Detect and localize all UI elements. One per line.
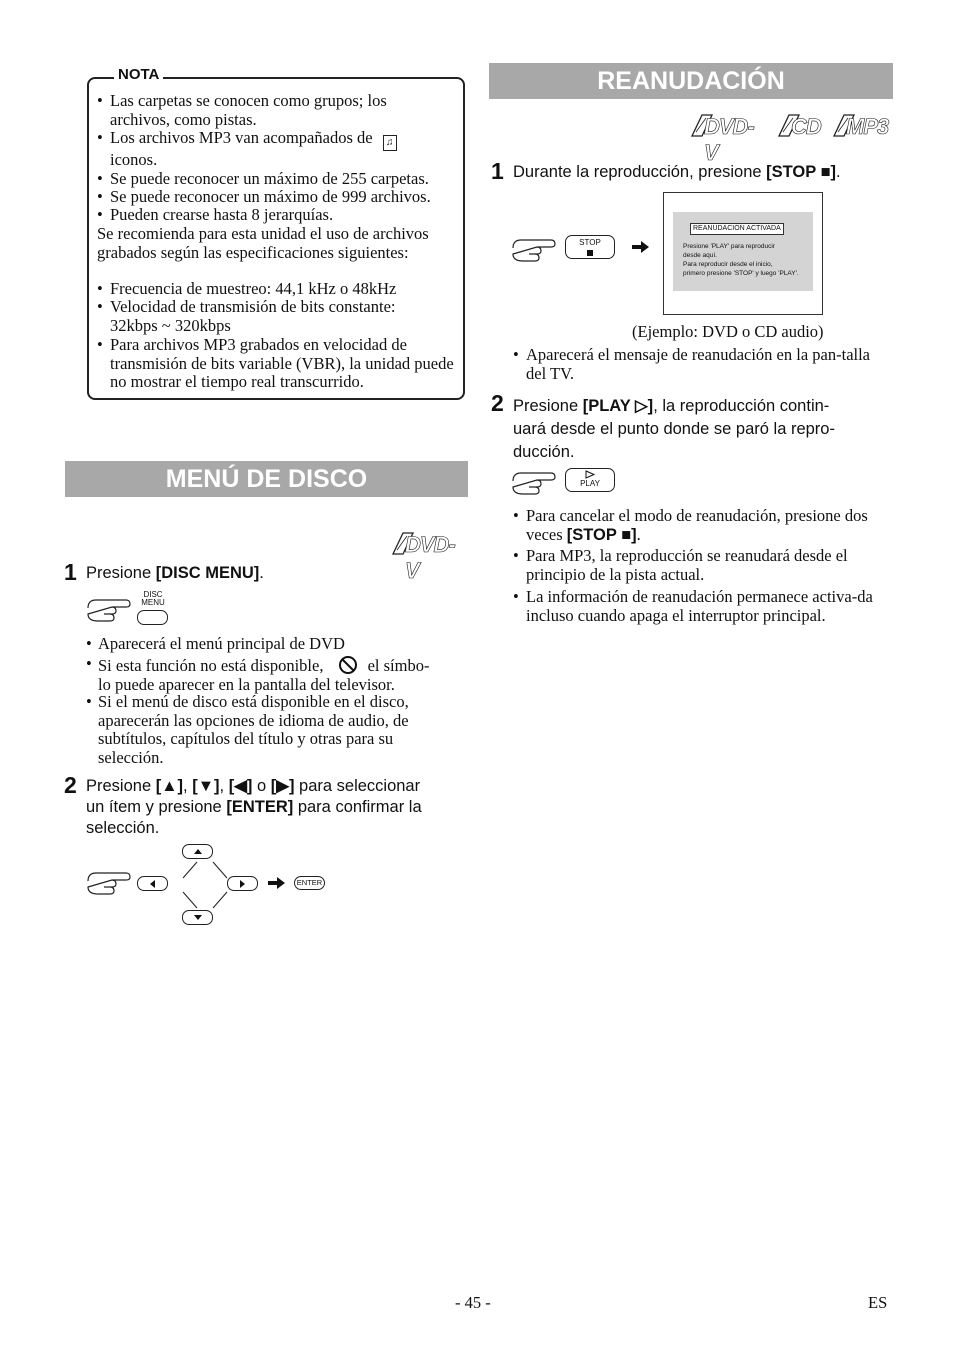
right-arrow-button[interactable] bbox=[227, 876, 258, 891]
arrow-right-icon bbox=[267, 876, 287, 890]
bullet: • Si el menú de disco está disponible en el disco, aparecerán las opciones de idioma de audio, de subtítulos, capítulos del título y otras para su selección. bbox=[86, 692, 409, 767]
music-file-icon: ♫ bbox=[383, 135, 397, 151]
prohibited-icon bbox=[338, 655, 358, 675]
step-number: 2 bbox=[64, 772, 77, 798]
left-arrow-button[interactable] bbox=[137, 876, 168, 891]
page-number: - 45 - bbox=[455, 1293, 491, 1312]
bullet: • Aparecerá el menú principal de DVD bbox=[86, 634, 345, 653]
step-number: 2 bbox=[491, 390, 504, 416]
note-bullet: • Se puede reconocer un máximo de 255 carpetas. bbox=[97, 169, 429, 188]
pointing-hand-icon bbox=[86, 867, 132, 897]
disc-menu-button-label: DISC MENU bbox=[141, 590, 165, 607]
section-title-resume: REANUDACIÓN bbox=[489, 63, 893, 99]
pointing-hand-icon bbox=[511, 234, 557, 264]
step-text: Presione [▲], [▼], [◀] o [▶] para seleccionar un ítem y presione [ENTER] para confirmar la selección. bbox=[86, 777, 422, 837]
bullet: • La información de reanudación permanece activa-da incluso cuando apaga el interruptor principal. bbox=[513, 587, 873, 625]
step-number: 1 bbox=[491, 158, 504, 184]
step-text: Presione [PLAY ▷], la reproducción contin- uará desde el punto donde se paró la repro- ducción. bbox=[513, 397, 835, 461]
note-spec-bullet: • Para archivos MP3 grabados en velocidad de transmisión de bits variable (VBR), la unidad puede no mostrar el tiempo real transcurrido. bbox=[97, 335, 454, 391]
example-caption: (Ejemplo: DVD o CD audio) bbox=[632, 322, 824, 341]
play-button[interactable]: PLAY bbox=[565, 468, 615, 492]
note-bullet: • Los archivos MP3 van acompañados de ♫ iconos. bbox=[97, 129, 457, 170]
note-bullet: • Pueden crearse hasta 8 jerarquías. bbox=[97, 205, 334, 224]
section-title-disc-menu: MENÚ DE DISCO bbox=[65, 461, 468, 497]
disc-menu-button[interactable] bbox=[137, 610, 168, 625]
enter-button[interactable]: ENTER bbox=[294, 876, 325, 890]
cd-logo-icon: CD bbox=[775, 112, 821, 140]
stop-button[interactable]: STOP bbox=[565, 235, 615, 259]
note-label: NOTA bbox=[114, 66, 163, 83]
down-arrow-button[interactable] bbox=[182, 910, 213, 925]
note-bullet: • Las carpetas se conocen como grupos; los archivos, como pistas. bbox=[97, 91, 387, 129]
mp3-logo-icon: MP3 bbox=[830, 112, 890, 140]
resume-message-header: REANUDACIÓN ACTIVADA bbox=[690, 223, 784, 235]
pointing-hand-icon bbox=[511, 467, 557, 497]
play-icon bbox=[584, 470, 596, 479]
note-paragraph: Se recomienda para esta unidad el uso de archivos grabados según las especificaciones siguientes: bbox=[97, 224, 429, 262]
bullet: • Aparecerá el mensaje de reanudación en la pan-talla del TV. bbox=[513, 345, 871, 383]
dvd-video-logo-icon: DVD-V bbox=[688, 112, 760, 140]
step-text: Presione [DISC MENU]. bbox=[86, 564, 264, 582]
stop-icon bbox=[587, 250, 593, 256]
bullet: • Para MP3, la reproducción se reanudará desde el principio de la pista actual. bbox=[513, 546, 848, 584]
note-spec-bullet: • Frecuencia de muestreo: 44,1 kHz o 48kHz bbox=[97, 279, 397, 298]
bullet: • Si esta función no está disponible, el símbo- lo puede aparecer en la pantalla del televisor. bbox=[86, 654, 430, 694]
bullet: • Para cancelar el modo de reanudación, presione dos veces [STOP ■]. bbox=[513, 506, 868, 544]
up-arrow-button[interactable] bbox=[182, 844, 213, 859]
step-number: 1 bbox=[64, 559, 77, 585]
resume-message-text: Presione 'PLAY' para reproducir desde aquí. Para reproducir desde el inicio, primero presione 'STOP' y luego 'PLAY'. bbox=[683, 243, 799, 277]
note-bullet: • Se puede reconocer un máximo de 999 archivos. bbox=[97, 187, 431, 206]
arrow-right-icon bbox=[631, 240, 651, 254]
step-text: Durante la reproducción, presione [STOP ■]. bbox=[513, 163, 841, 181]
language-code: ES bbox=[868, 1293, 888, 1312]
note-spec-bullet: • Velocidad de transmisión de bits constante: 32kbps ~ 320kbps bbox=[97, 297, 396, 335]
pointing-hand-icon bbox=[86, 594, 132, 624]
